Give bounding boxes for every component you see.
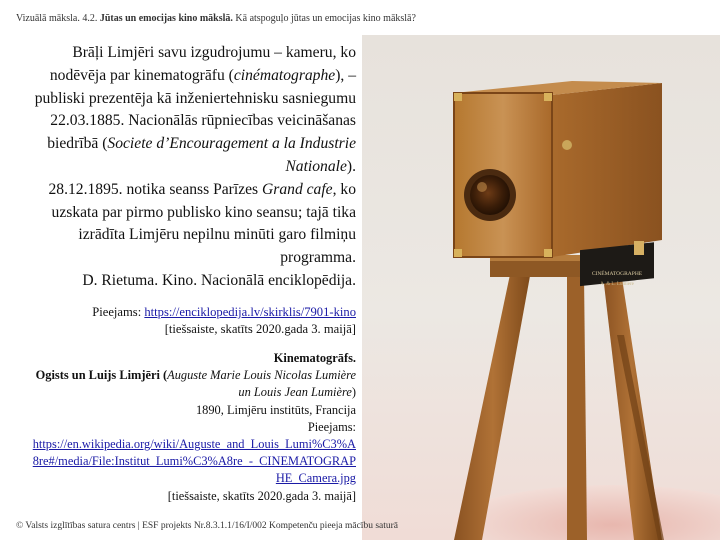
source2-label: Pieejams: bbox=[307, 419, 356, 434]
p1-italic: cinématographe bbox=[233, 66, 336, 84]
paragraph-invention: Brāļi Limjēri savu izgudrojumu – kameru, ko nodēvēja par kinematogrāfu (cinématographe), – publiski prezentēja kā inženiertehnisku sasniegumu 22.03.1885. Nacionālās rūpniecības veicināšanas biedrībā (Societe d’Encouragement a la Industrie Nationale). bbox=[34, 44, 356, 175]
source2-date-place: 1890, Limjēru institūts, Francija bbox=[195, 402, 356, 417]
header-topic: Jūtas un emocijas kino mākslā. bbox=[99, 13, 233, 24]
p2-italic: Grand cafe bbox=[262, 180, 333, 198]
source1-label: Pieejams: bbox=[92, 305, 145, 319]
source2-link[interactable]: https://en.wikipedia.org/wiki/Auguste_and_Louis_Lumi%C3%A8re#/media/File:Institut_Lumi%C3%A8re_-_CINEMATOGRAPHE_Camera.jpg bbox=[32, 437, 356, 486]
source2-title: Kinematogrāfs. bbox=[273, 351, 356, 365]
cinematograph-photo bbox=[362, 35, 720, 540]
nameplate-title: CINÉMATOGRAPHE bbox=[591, 271, 643, 277]
p1-society-name: Societe d’Encouragement a la Industrie Nationale bbox=[107, 135, 356, 175]
source-photo bbox=[30, 350, 356, 505]
p1-rest: ), – publiski prezentēja kā inženiertehnisku sasniegumu 22.03.1885. Nacionālās rūpniecības veicināšanas biedrībā ( bbox=[34, 66, 356, 153]
p2-rest: , ko uzskata par pirmo publisko kino seansu; tajā tika izrādīta Limjēru nepilnu minūti garo filmiņu programma. bbox=[51, 180, 356, 267]
header-prefix: Vizuālā māksla. 4.2. bbox=[16, 13, 100, 24]
p1-text: Brāļi Limjēri savu izgudrojumu – kameru, ko nodēvēja par kinematogrāfu bbox=[49, 44, 356, 84]
slide-footer: © Valsts izglītības satura centrs | ESF projekts Nr.8.3.1.1/16/I/002 Kompetenču pieeja mācību saturā bbox=[16, 521, 399, 531]
source2-note: [tiešsaiste, skatīts 2020.gada 3. maijā] bbox=[167, 488, 356, 503]
nameplate-maker: A. & L. Lumière bbox=[600, 282, 634, 287]
header-question: Kā atspoguļo jūtas un emocijas kino mākslā? bbox=[232, 13, 416, 24]
cinematograph-camera-image bbox=[362, 35, 720, 540]
paragraph-citation: D. Rietuma. Kino. Nacionālā enciklopēdija. bbox=[82, 271, 356, 289]
source1-note: [tiešsaiste, skatīts 2020.gada 3. maijā] bbox=[164, 322, 356, 336]
source2-authors-italic: Auguste Marie Louis Nicolas Lumière un Louis Jean Lumière bbox=[167, 368, 356, 400]
main-text bbox=[34, 42, 356, 293]
source-encyclopedia bbox=[34, 304, 356, 338]
source1-link[interactable]: https://enciklopedija.lv/skirklis/7901-kino bbox=[144, 305, 356, 319]
p2-text: 28.12.1895. notika seanss Parīzes bbox=[48, 180, 263, 198]
p1-end: ). bbox=[346, 157, 356, 175]
source2-authors: Ogists un Luijs Limjēri ( bbox=[35, 368, 168, 383]
slide-header bbox=[16, 13, 706, 24]
paragraph-first-screening bbox=[34, 179, 356, 270]
source2-authors-end: ) bbox=[351, 385, 356, 400]
